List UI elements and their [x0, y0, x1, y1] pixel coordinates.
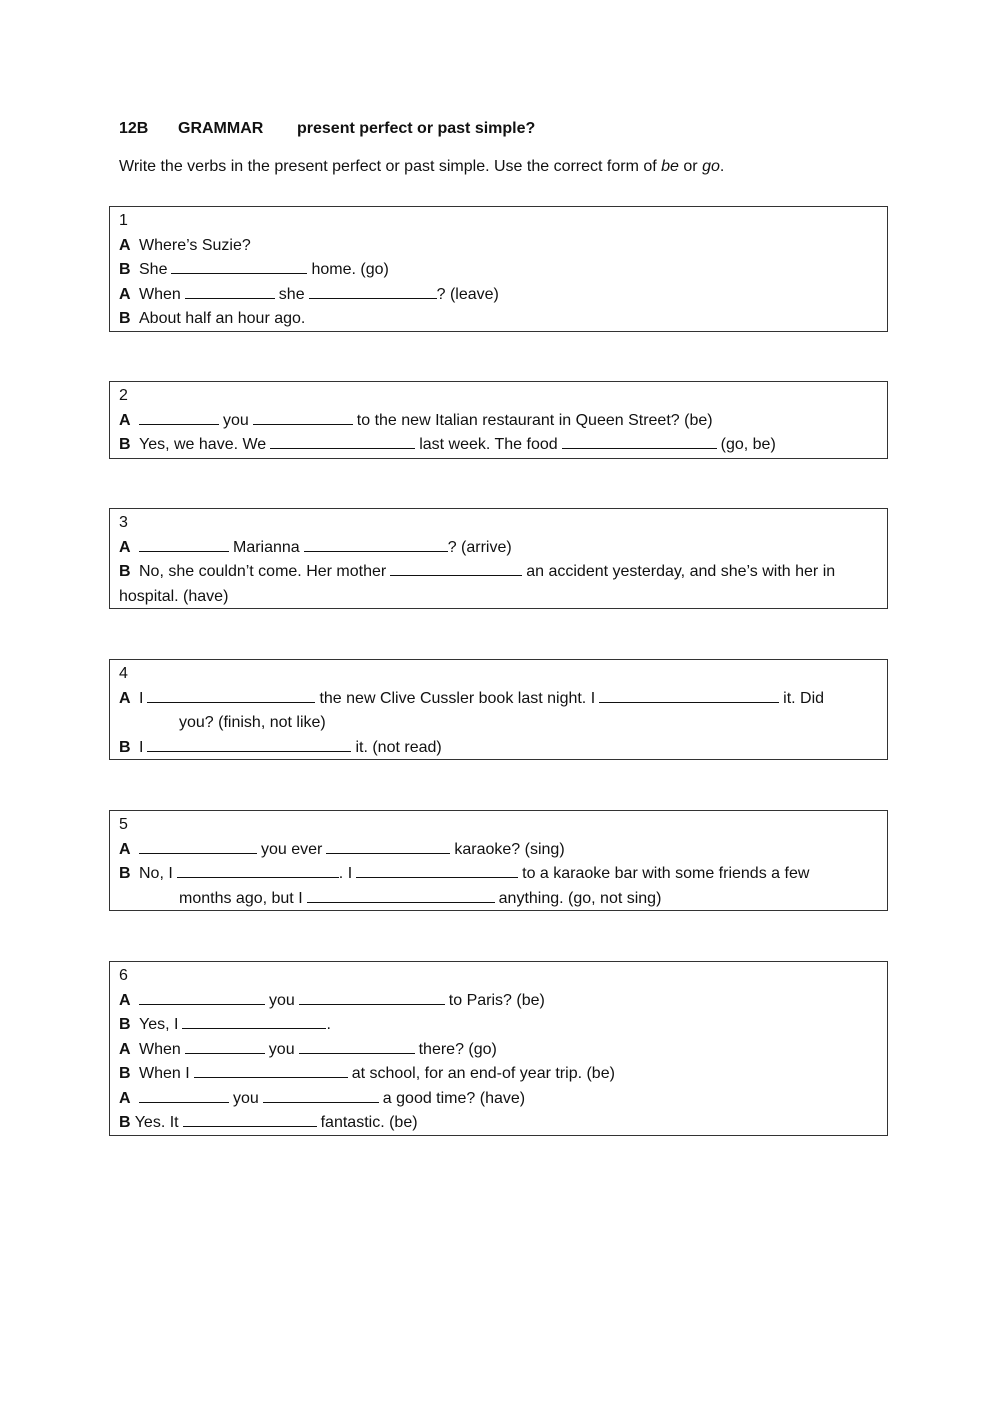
dialogue-line: B No, she couldn’t come. Her mother an accident yesterday, and she’s with her in [119, 560, 878, 585]
exercise-5 [109, 810, 888, 911]
answer-blank[interactable] [139, 1087, 229, 1103]
unit-code: 12B [119, 120, 149, 137]
answer-blank[interactable] [185, 283, 275, 299]
exercise-number: 3 [119, 514, 128, 531]
exercise-number: 5 [119, 816, 128, 833]
dialogue-line: B Yes, I . [119, 1013, 878, 1038]
exercise-1 [109, 206, 888, 332]
answer-blank[interactable] [182, 1013, 326, 1029]
answer-blank[interactable] [194, 1062, 348, 1078]
answer-blank[interactable] [139, 989, 265, 1005]
topic-title: present perfect or past simple? [297, 120, 536, 137]
instructions: Write the verbs in the present perfect or past simple. Use the correct form of be or go. [119, 158, 725, 175]
answer-blank[interactable] [147, 736, 351, 752]
exercise-6 [109, 961, 888, 1136]
dialogue-line: you? (finish, not like) [179, 714, 326, 731]
dialogue-line: A When she ? (leave) [119, 283, 878, 308]
exercise-3 [109, 508, 888, 609]
dialogue-line: A Marianna ? (arrive) [119, 536, 878, 561]
answer-blank[interactable] [299, 1038, 415, 1054]
dialogue-line: months ago, but I anything. (go, not sing) [119, 887, 878, 912]
exercise-number: 1 [119, 212, 128, 229]
answer-blank[interactable] [253, 409, 353, 425]
answer-blank[interactable] [139, 838, 257, 854]
answer-blank[interactable] [562, 433, 717, 449]
dialogue-line: B About half an hour ago. [119, 310, 306, 327]
dialogue-line: B Yes, we have. We last week. The food (go, be) [119, 433, 878, 458]
answer-blank[interactable] [309, 283, 437, 299]
dialogue-line: B When I at school, for an end-of year trip. (be) [119, 1062, 878, 1087]
worksheet-header [119, 120, 535, 138]
section-title: GRAMMAR [178, 120, 264, 137]
answer-blank[interactable] [139, 409, 219, 425]
answer-blank[interactable] [177, 862, 339, 878]
dialogue-line: B I it. (not read) [119, 736, 878, 761]
dialogue-line: A When you there? (go) [119, 1038, 878, 1063]
dialogue-line: A you to Paris? (be) [119, 989, 878, 1014]
exercise-number: 6 [119, 967, 128, 984]
answer-blank[interactable] [390, 560, 522, 576]
answer-blank[interactable] [147, 687, 315, 703]
dialogue-line: A you ever karaoke? (sing) [119, 838, 878, 863]
dialogue-line: B She home. (go) [119, 258, 878, 283]
dialogue-line: B No, I . I to a karaoke bar with some friends a few [119, 862, 878, 887]
answer-blank[interactable] [183, 1111, 317, 1127]
dialogue-line: A you to the new Italian restaurant in Queen Street? (be) [119, 409, 878, 434]
dialogue-line: A you a good time? (have) [119, 1087, 878, 1112]
answer-blank[interactable] [307, 887, 495, 903]
answer-blank[interactable] [326, 838, 450, 854]
answer-blank[interactable] [299, 989, 445, 1005]
answer-blank[interactable] [356, 862, 518, 878]
exercise-number: 2 [119, 387, 128, 404]
answer-blank[interactable] [270, 433, 415, 449]
dialogue-line: hospital. (have) [119, 587, 229, 605]
dialogue-line: A Where’s Suzie? [119, 236, 251, 254]
answer-blank[interactable] [139, 536, 229, 552]
answer-blank[interactable] [304, 536, 448, 552]
answer-blank[interactable] [263, 1087, 379, 1103]
exercise-4 [109, 659, 888, 760]
answer-blank[interactable] [599, 687, 779, 703]
answer-blank[interactable] [171, 258, 307, 274]
exercise-number: 4 [119, 665, 128, 682]
dialogue-line: B Yes. It fantastic. (be) [119, 1111, 878, 1136]
answer-blank[interactable] [185, 1038, 265, 1054]
exercise-2 [109, 381, 888, 459]
dialogue-line: A I the new Clive Cussler book last night. I it. Did [119, 687, 878, 712]
